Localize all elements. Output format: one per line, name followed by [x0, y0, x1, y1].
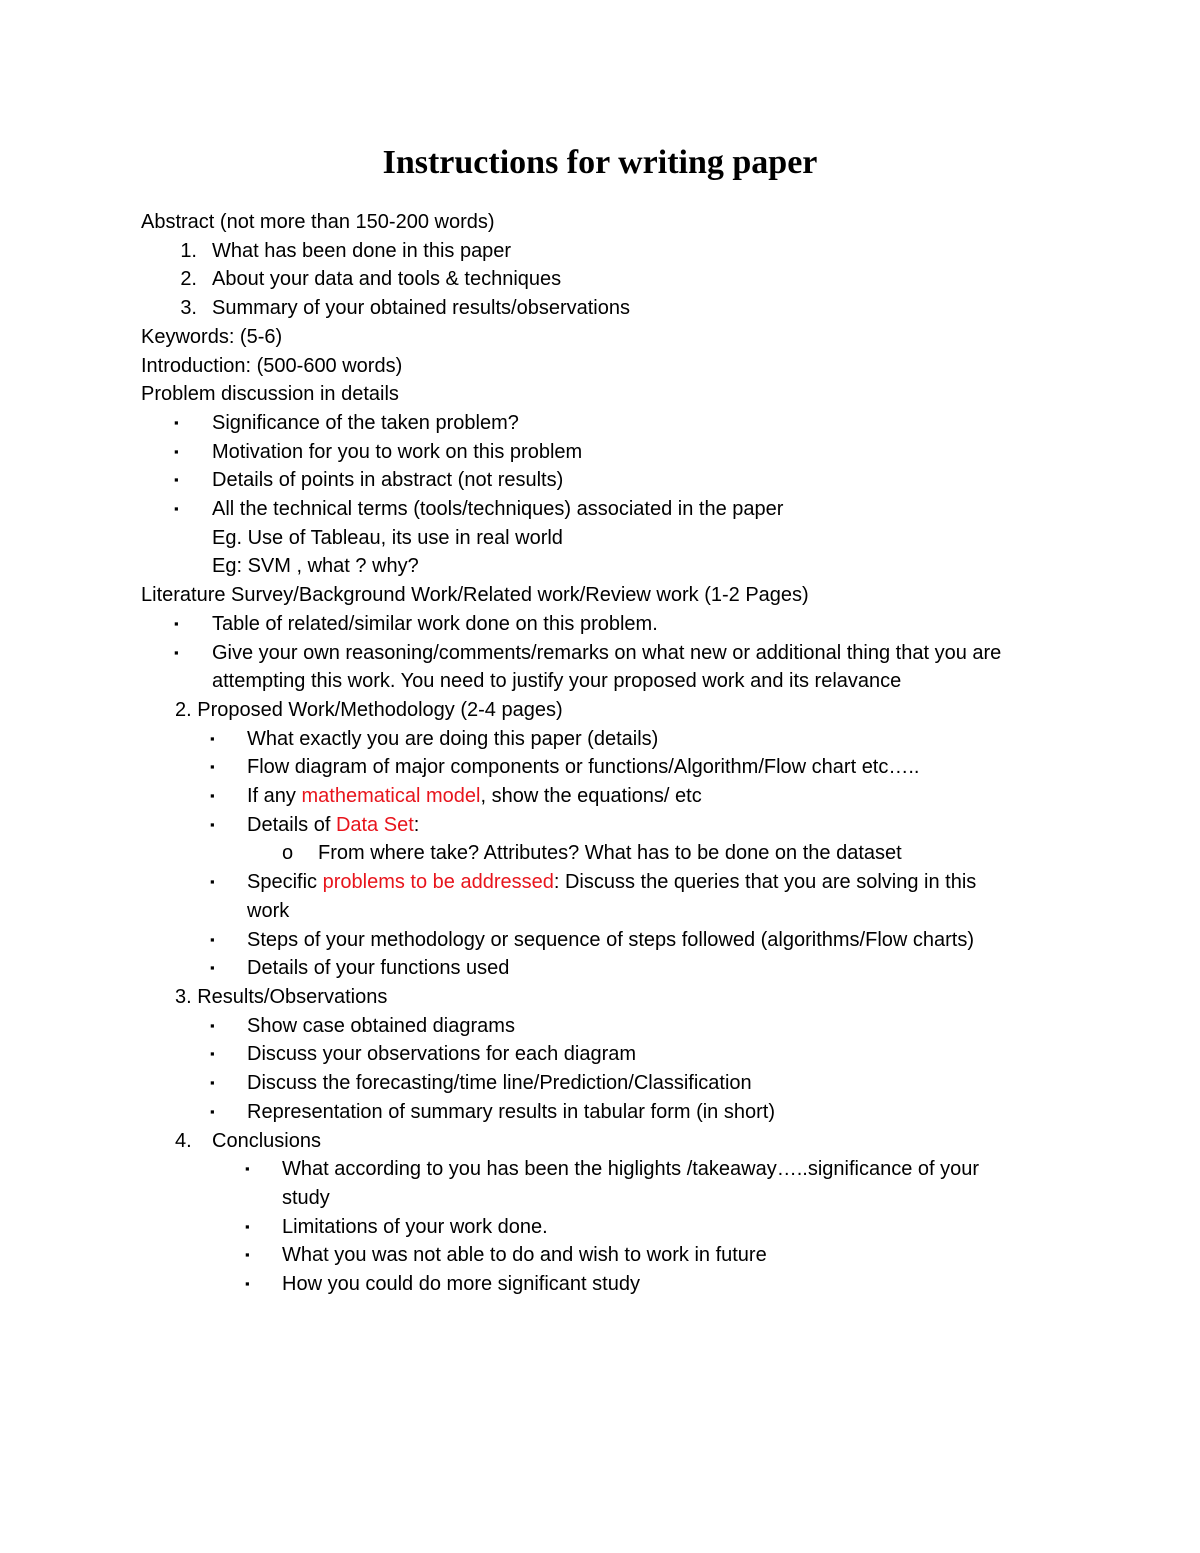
list-item	[141, 868, 1061, 897]
list-item-continuation: work	[247, 899, 290, 922]
list-item-text: From where take? Attributes? What has to be done on the dataset	[318, 842, 902, 865]
list-item	[141, 1241, 1061, 1270]
list-item-text: Limitations of your work done.	[282, 1215, 548, 1238]
circle-bullet-icon: o	[282, 842, 294, 865]
list-item-text: Discuss the forecasting/time line/Prediction/Classification	[247, 1072, 752, 1095]
list-item-text: What according to you has been the higlights /takeaway…..significance of your	[282, 1158, 980, 1181]
list-item	[141, 1069, 1061, 1098]
list-item-text: What exactly you are doing this paper (details)	[247, 727, 659, 750]
keywords-heading: Keywords: (5-6)	[141, 325, 283, 348]
bullet-icon: ▪	[245, 1247, 250, 1263]
list-item-text: Give your own reasoning/comments/remarks on what new or additional thing that you are attempting this work. You need to justify your proposed work and its relavance	[212, 641, 1002, 693]
list-item	[141, 1213, 1061, 1242]
list-item-text: How you could do more significant study	[282, 1273, 640, 1296]
bullet-icon: ▪	[210, 960, 215, 976]
bullet-icon: ▪	[245, 1218, 250, 1234]
bullet-icon: ▪	[210, 1103, 215, 1119]
bullet-icon: ▪	[210, 1017, 215, 1033]
list-item	[141, 495, 1061, 524]
bullet-icon: ▪	[210, 730, 215, 746]
literature-heading: Literature Survey/Background Work/Related work/Review work (1-2 Pages)	[141, 584, 809, 607]
list-item-continuation: study	[282, 1186, 330, 1209]
sub-list-item	[141, 839, 1061, 868]
bullet-icon: ▪	[174, 501, 179, 517]
list-item	[141, 466, 1061, 495]
example-line: Eg: SVM , what ? why?	[212, 555, 419, 578]
list-item	[141, 1270, 1061, 1299]
list-item-text: Details of your functions used	[247, 957, 510, 980]
abstract-heading: Abstract (not more than 150-200 words)	[141, 211, 495, 233]
bullet-icon: ▪	[174, 414, 179, 430]
list-number: 1.	[180, 239, 197, 262]
bullet-icon: ▪	[245, 1161, 250, 1177]
list-item	[141, 610, 1061, 639]
list-item	[141, 1012, 1061, 1041]
bullet-icon: ▪	[210, 788, 215, 804]
list-item	[141, 438, 1061, 467]
bullet-icon: ▪	[210, 931, 215, 947]
list-number: 3.	[180, 297, 197, 320]
bullet-icon: ▪	[174, 472, 179, 488]
list-item-text-part: : Discuss the queries that you are solving in this	[553, 871, 977, 894]
bullet-icon: ▪	[245, 1276, 250, 1292]
list-item-text: About your data and tools & techniques	[212, 268, 562, 291]
list-item	[141, 1155, 1061, 1184]
list-item-text-part: :	[413, 813, 420, 836]
list-item-text: What you was not able to do and wish to work in future	[282, 1244, 767, 1267]
list-item	[141, 409, 1061, 438]
abstract-item	[141, 265, 1061, 294]
list-item	[141, 954, 1061, 983]
bullet-icon: ▪	[174, 615, 179, 631]
highlight-text: mathematical model	[301, 785, 481, 808]
list-item-text: Details of points in abstract (not results)	[212, 469, 564, 492]
list-item-text: Significance of the taken problem?	[212, 411, 519, 434]
list-item	[141, 725, 1061, 754]
list-item-text: Motivation for you to work on this problem	[212, 440, 583, 463]
list-number: 2.	[180, 268, 197, 291]
list-item-text-part: , show the equations/ etc	[480, 785, 702, 808]
list-item	[141, 1040, 1061, 1069]
list-item-text: Show case obtained diagrams	[247, 1014, 515, 1037]
section-number: 4.	[175, 1129, 192, 1152]
abstract-item	[141, 237, 1061, 266]
results-heading: 3. Results/Observations	[175, 985, 388, 1008]
list-item-text: Representation of summary results in tabular form (in short)	[247, 1100, 775, 1123]
introduction-heading: Introduction: (500-600 words)	[141, 354, 403, 377]
problem-heading: Problem discussion in details	[141, 383, 399, 406]
section-title: Conclusions	[212, 1129, 321, 1152]
bullet-icon: ▪	[210, 759, 215, 775]
list-item	[141, 782, 1061, 811]
proposed-heading: 2. Proposed Work/Methodology (2-4 pages)	[175, 698, 563, 721]
list-item-text-part: Details of	[247, 813, 336, 836]
list-item	[141, 811, 1061, 840]
list-item-text: Steps of your methodology or sequence of steps followed (algorithms/Flow charts)	[247, 928, 975, 951]
list-item-text: What has been done in this paper	[212, 239, 512, 262]
list-item	[141, 639, 1047, 696]
bullet-icon: ▪	[174, 443, 179, 459]
example-line: Eg. Use of Tableau, its use in real world	[212, 526, 563, 549]
list-item-text: All the technical terms (tools/techniques) associated in the paper	[212, 498, 784, 521]
list-item-text: Table of related/similar work done on this problem.	[212, 612, 658, 635]
list-item-text: Summary of your obtained results/observations	[212, 297, 630, 320]
bullet-icon: ▪	[210, 874, 215, 890]
highlight-text: problems to be addressed	[322, 871, 554, 894]
bullet-icon: ▪	[210, 1075, 215, 1091]
list-item	[141, 753, 1061, 782]
conclusions-heading	[141, 1127, 1061, 1156]
page-title: Instructions for writing paper	[382, 144, 818, 181]
abstract-item	[141, 294, 1061, 323]
list-item-text: Discuss your observations for each diagram	[247, 1043, 637, 1066]
bullet-icon: ▪	[210, 816, 215, 832]
list-item-text: Flow diagram of major components or functions/Algorithm/Flow chart etc…..	[247, 756, 920, 779]
document-body	[141, 208, 1061, 1299]
list-item	[141, 1098, 1061, 1127]
bullet-icon: ▪	[210, 1046, 215, 1062]
bullet-icon: ▪	[174, 644, 179, 660]
list-item-text-part: If any	[247, 785, 302, 808]
list-item-text-part: Specific	[247, 871, 323, 894]
list-item	[141, 926, 1061, 955]
highlight-text: Data Set	[335, 813, 414, 836]
